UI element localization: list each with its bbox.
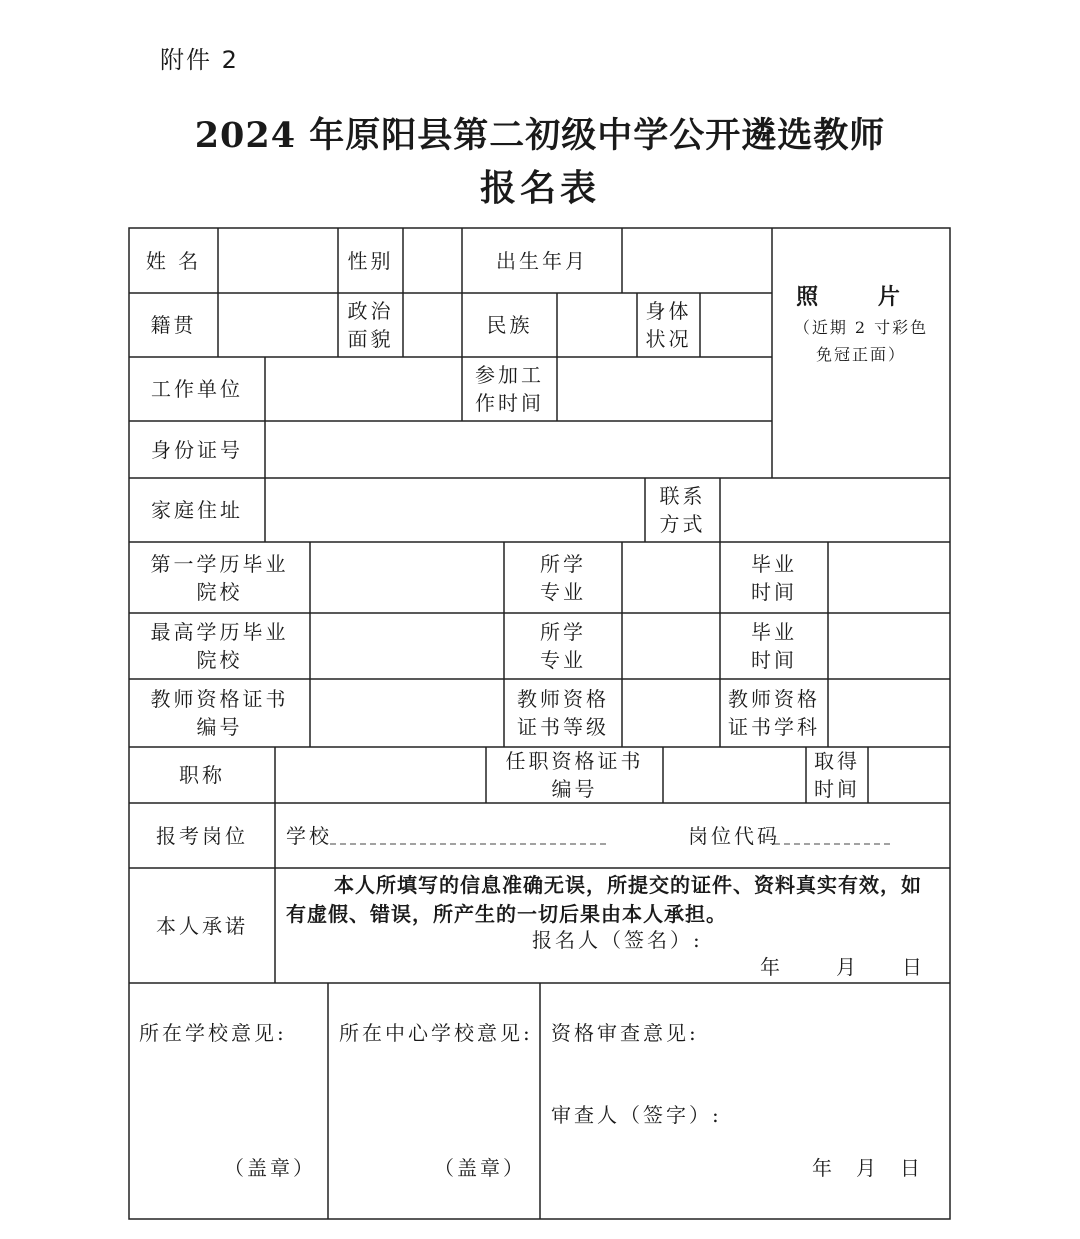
label-work-start: 参加工 作时间 (475, 363, 544, 415)
label-highest-edu-school: 最高学历毕业 院校 (150, 620, 289, 672)
opinion-center-school: 所在中心学校意见: (339, 1021, 533, 1045)
photo-note: （近期 2 寸彩色 免冠正面） (793, 318, 929, 364)
label-political-status: 政治 面貌 (347, 299, 394, 351)
pledge-text-line1: 本人所填写的信息准确无误，所提交的证件、资料真实有效，如 (334, 873, 922, 897)
pledge-day: 日 (902, 955, 925, 979)
label-post-cert-number: 任职资格证书 编号 (505, 749, 644, 801)
label-health: 身体 状况 (645, 299, 692, 351)
pledge-signer: 报名人（签名）: (532, 928, 703, 952)
label-obtain-time: 取得 时间 (814, 749, 860, 801)
review-year: 年 (812, 1156, 835, 1180)
label-gender: 性别 (347, 248, 394, 273)
label-post-code: 岗位代码 (688, 824, 780, 848)
pledge-text-line2: 有虚假、错误，所产生的一切后果由本人承担。 (286, 902, 727, 926)
label-home-address: 家庭住址 (151, 498, 243, 522)
label-birth: 出生年月 (496, 248, 588, 273)
form-subtitle: 报名表 (479, 167, 600, 209)
label-cert-level: 教师资格 证书等级 (517, 687, 609, 739)
label-title-rank: 职称 (179, 763, 225, 787)
label-cert-number: 教师资格证书 编号 (150, 687, 289, 739)
pledge-month: 月 (836, 955, 859, 979)
opinion-review: 资格审查意见: (551, 1021, 699, 1045)
label-work-unit: 工作单位 (151, 377, 243, 401)
label-native-place: 籍贯 (150, 313, 197, 337)
label-grad-time-2: 毕业 时间 (751, 620, 797, 672)
form-title: 2024 年原阳县第二初级中学公开遴选教师 (194, 115, 886, 156)
label-pledge: 本人承诺 (156, 913, 248, 938)
review-day: 日 (900, 1156, 923, 1180)
label-school: 学校 (286, 824, 332, 848)
label-contact: 联系 方式 (659, 484, 706, 536)
opinion-school: 所在学校意见: (139, 1021, 287, 1045)
label-id-number: 身份证号 (151, 437, 243, 462)
label-grad-time-1: 毕业 时间 (751, 551, 797, 604)
school-seal: （盖章） (224, 1156, 316, 1180)
attachment-label: 附件 2 (160, 46, 239, 74)
label-major-2: 所学 专业 (540, 620, 586, 672)
reviewer-signature: 审查人（签字）: (551, 1103, 722, 1127)
label-apply-post: 报考岗位 (156, 823, 248, 848)
label-first-edu-school: 第一学历毕业 院校 (150, 551, 289, 604)
label-name: 姓 名 (145, 248, 202, 273)
label-cert-subject: 教师资格 证书学科 (728, 687, 820, 739)
review-month: 月 (856, 1156, 879, 1180)
label-major-1: 所学 专业 (540, 551, 586, 604)
label-ethnicity: 民族 (486, 313, 533, 337)
pledge-year: 年 (760, 955, 783, 979)
center-school-seal: （盖章） (434, 1156, 526, 1180)
photo-title: 照 片 (796, 284, 926, 310)
